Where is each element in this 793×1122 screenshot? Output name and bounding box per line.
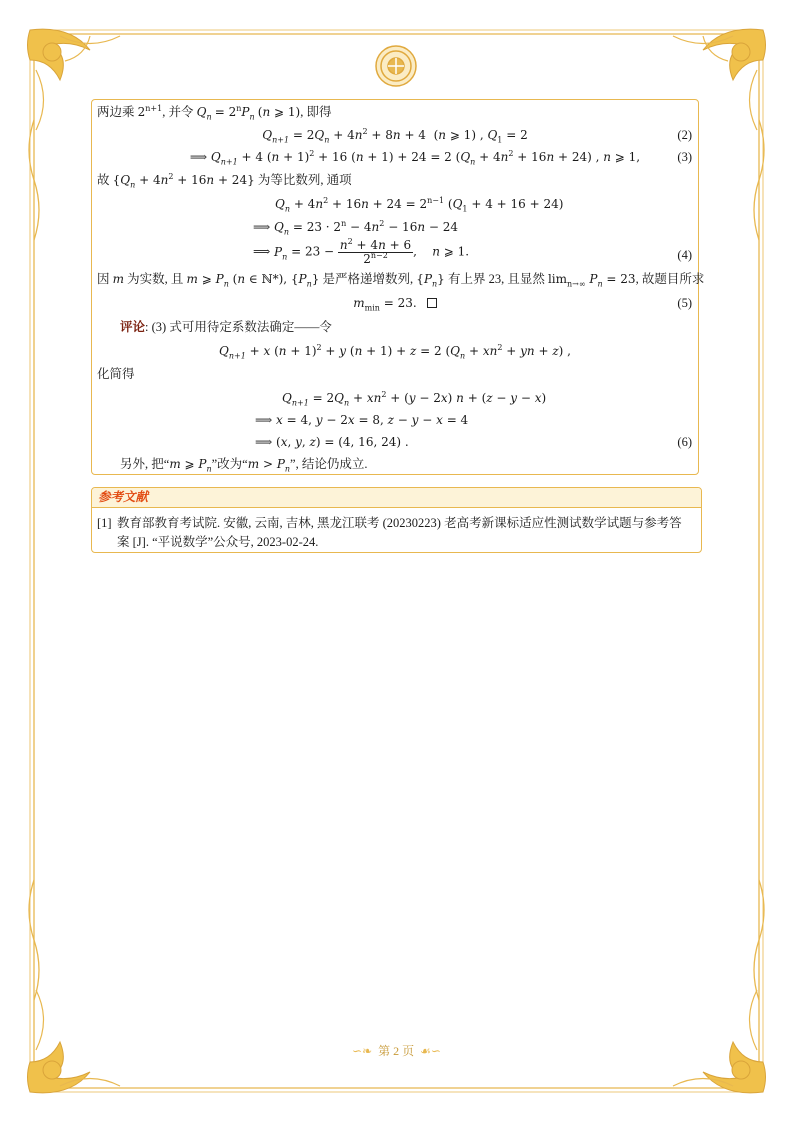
- reference-item: [97, 514, 693, 553]
- references-list: [92, 508, 701, 553]
- references-header: [92, 488, 701, 508]
- right-ornament-icon: ☙∽: [420, 1044, 441, 1058]
- page-number-label: 第 2 页: [378, 1044, 415, 1058]
- reference-text-line: 案 [J]. “平说数学”公众号, 2023-02-24.: [117, 535, 319, 550]
- equation-number: (3): [677, 150, 692, 164]
- page-number: [0, 1042, 793, 1059]
- references-box: [91, 487, 702, 553]
- equation-number: (5): [677, 296, 692, 310]
- left-ornament-icon: ∽❧: [352, 1044, 373, 1058]
- equation-simplified: $Q_{n+1} = 2Q_n + xn^2 + (y - 2x) n + (z - y - x)$: [282, 390, 547, 408]
- equation-6: ⟹ (x, y, z) = (4, 16, 24) .: [255, 435, 409, 449]
- reference-text-line: 教育部教育考试院. 安徽, 云南, 吉林, 黑龙江联考 (20230223) 老高考新课标适应性测试数学试题与参考答: [117, 516, 682, 530]
- equation-qn: ⟹ $Q_n = 23 \cdot 2^n - 4n^2 - 16n - 24$: [253, 219, 459, 237]
- simplify-line: 化简得: [97, 367, 135, 381]
- equation-number: (6): [677, 435, 692, 449]
- qed-square: [427, 298, 437, 308]
- equation-number: (4): [677, 248, 692, 262]
- equation-3: ⟹ $Q_{n+1} + 4$ $(n + 1)^2 + 16$ (n + 1) + 24 = 2 $(Q_n + 4n^2 + 16n + 24)$ , n ⩾ 1,: [189, 149, 641, 167]
- text-line-4: 故 $\{Q_n + 4n^2 + 16n + 24\}$ 为等比数列, 通项: [97, 172, 352, 190]
- equation-4: ⟹ $P_n = 23$ − $\frac{n^2 + 4n + 6}{2^{n-2}}$ , n ⩾ 1.: [253, 237, 470, 267]
- final-remark: 另外, 把“m ⩾ $P_n$”改为“$m > P_n$”, 结论仍成立.: [120, 457, 368, 474]
- equation-2: $Q_{n+1} = 2Q_n + 4n^2 + 8n + 4$ (n ⩾ 1) , $Q_1 = 2$: [262, 127, 528, 145]
- equation-general-term: $Q_n + 4n^2 + 16n + 24 = 2^{n-1}$ $(Q_1 + 4 + 16 + 24)$: [275, 196, 564, 214]
- text-line-1: 两边乘 $2^{n+1}$, 并令 $Q_n = 2^nP_n$ (n ⩾ 1), 即得: [97, 104, 332, 122]
- top-emblem: [376, 46, 416, 86]
- proof-box: [91, 99, 705, 475]
- equation-system: ⟹ x = 4, y − 2x = 8, z − y − x = 4: [255, 413, 469, 427]
- comment-line: 评论: (3) 式可用待定系数法确定——令: [120, 320, 332, 334]
- text-line-8: 因 m 为实数, 且 m ⩾ $P_n$ (n ∈ ℕ*), $\{P_n\}$ 是严格递增数列, $\{P_n\}$ 有上界 23, 且显然 $\lim_{n\to\infty} P_n = 23$, 故题目所求: [97, 272, 705, 289]
- equation-5: $m_{min} = 23$.: [92, 295, 698, 312]
- equation-number: (2): [677, 128, 692, 142]
- equation-undetermined: $Q_{n+1} + x$ $(n + 1)^2 + y$ (n + 1) + z = 2 ($Q_n + xn^2$ + yn + z) ,: [219, 343, 571, 361]
- reference-index: [1]: [97, 516, 112, 530]
- references-title: 参考文献: [98, 490, 149, 504]
